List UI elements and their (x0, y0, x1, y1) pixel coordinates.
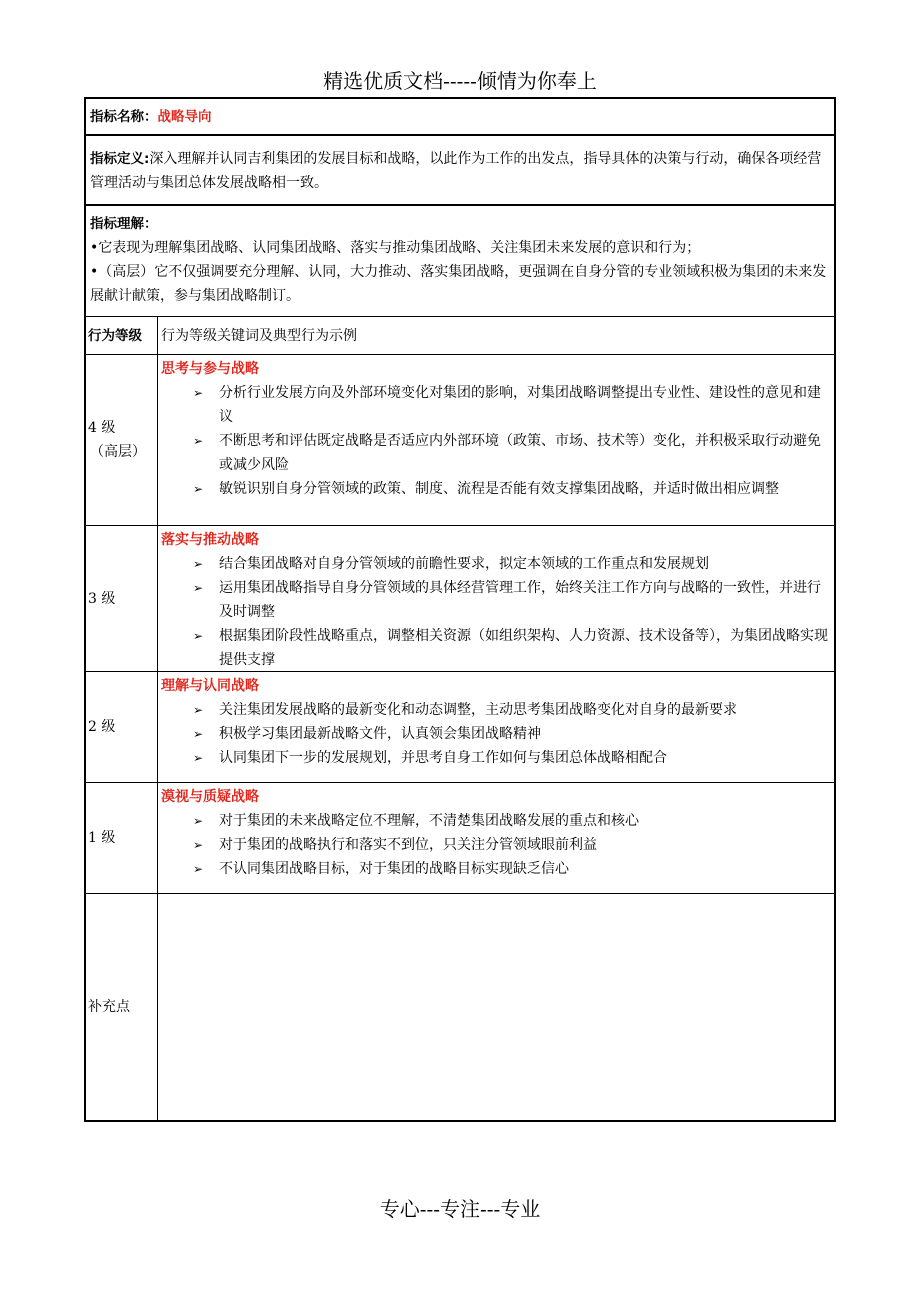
arrow-bullet-icon: ➢ (192, 727, 204, 741)
behavior-item: ➢ 不认同集团战略目标，对于集团的战略目标实现缺乏信心 (161, 857, 830, 881)
level-label: 4 级 (88, 420, 116, 436)
level-title: 理解与认同战略 (161, 678, 259, 694)
levels-header-row (86, 317, 834, 355)
arrow-bullet-icon: ➢ (192, 434, 204, 448)
arrow-bullet-icon: ➢ (192, 814, 204, 828)
behavior-item: ➢ 对于集团的未来战略定位不理解，不清楚集团战略发展的重点和核心 (161, 809, 830, 833)
indicator-table (84, 97, 836, 1122)
behavior-item: ➢ 不断思考和评估既定战略是否适应内外部环境（政策、市场、技术等）变化，并积极采取行动避免或减少风险 (161, 429, 830, 477)
indicator-definition-text: 深入理解并认同吉利集团的发展目标和战略，以此作为工作的出发点，指导具体的决策与行动，确保各项经营管理活动与集团总体发展战略相一致。 (90, 151, 822, 191)
levels-header-left: 行为等级 (88, 327, 142, 344)
arrow-bullet-icon: ➢ (192, 629, 204, 643)
levels-header-right: 行为等级关键词及典型行为示例 (161, 327, 357, 344)
arrow-bullet-icon: ➢ (192, 703, 204, 717)
behavior-item: ➢ 运用集团战略指导自身分管领域的具体经营管理工作，始终关注工作方向与战略的一致性，并进行及时调整 (161, 576, 830, 624)
indicator-understanding-row (86, 206, 834, 317)
level-label: 1 级 (88, 830, 116, 846)
arrow-bullet-icon: ➢ (192, 557, 204, 571)
understanding-line: •（高层）它不仅强调要充分理解、认同，大力推动、落实集团战略，更强调在自身分管的专业领域积极为集团的未来发展献计献策，参与集团战略制订。 (90, 264, 827, 304)
indicator-name-value: 战略导向 (157, 109, 212, 125)
supplement-content (158, 894, 834, 1120)
level-row-1 (86, 783, 834, 894)
level-label: 3 级 (88, 590, 116, 607)
arrow-bullet-icon: ➢ (192, 838, 204, 852)
page-footer: 专心---专注---专业 (379, 1197, 541, 1221)
indicator-definition-label: 指标定义: (90, 151, 150, 167)
level-row-3 (86, 526, 834, 672)
page-header: 精选优质文档-----倾情为你奉上 (323, 69, 597, 93)
arrow-bullet-icon: ➢ (192, 751, 204, 765)
arrow-bullet-icon: ➢ (192, 482, 204, 496)
supplement-row (86, 894, 834, 1120)
supplement-label: 补充点 (88, 999, 130, 1015)
behavior-item: ➢ 分析行业发展方向及外部环境变化对集团的影响，对集团战略调整提出专业性、建设性的意见和建议 (161, 381, 830, 429)
level-row-2 (86, 672, 834, 783)
arrow-bullet-icon: ➢ (192, 581, 204, 595)
indicator-understanding-label: 指标理解： (90, 216, 158, 232)
behavior-item: ➢ 结合集团战略对自身分管领域的前瞻性要求，拟定本领域的工作重点和发展规划 (161, 552, 830, 576)
level-sublabel: （高层） (90, 444, 146, 460)
arrow-bullet-icon: ➢ (192, 862, 204, 876)
arrow-bullet-icon: ➢ (192, 386, 204, 400)
level-row-4 (86, 355, 834, 526)
level-title: 漠视与质疑战略 (161, 789, 259, 805)
indicator-definition-row (86, 136, 834, 206)
behavior-item: ➢ 关注集团发展战略的最新变化和动态调整，主动思考集团战略变化对自身的最新要求 (161, 698, 830, 722)
behavior-item: ➢ 根据集团阶段性战略重点，调整相关资源（如组织架构、人力资源、技术设备等），为集团战略实现提供支撑 (161, 624, 830, 672)
behavior-item: ➢ 积极学习集团最新战略文件，认真领会集团战略精神 (161, 722, 830, 746)
indicator-name-label: 指标名称： (90, 109, 158, 125)
indicator-name-row (86, 99, 834, 136)
level-title: 思考与参与战略 (161, 361, 259, 377)
behavior-item: ➢ 敏锐识别自身分管领域的政策、制度、流程是否能有效支撑集团战略，并适时做出相应调整 (161, 477, 830, 501)
level-title: 落实与推动战略 (161, 532, 259, 548)
behavior-item: ➢ 对于集团的战略执行和落实不到位，只关注分管领域眼前利益 (161, 833, 830, 857)
understanding-line: •它表现为理解集团战略、认同集团战略、落实与推动集团战略、关注集团未来发展的意识和行为； (90, 240, 701, 256)
level-label: 2 级 (88, 719, 116, 735)
behavior-item: ➢ 认同集团下一步的发展规划，并思考自身工作如何与集团总体战略相配合 (161, 746, 830, 770)
